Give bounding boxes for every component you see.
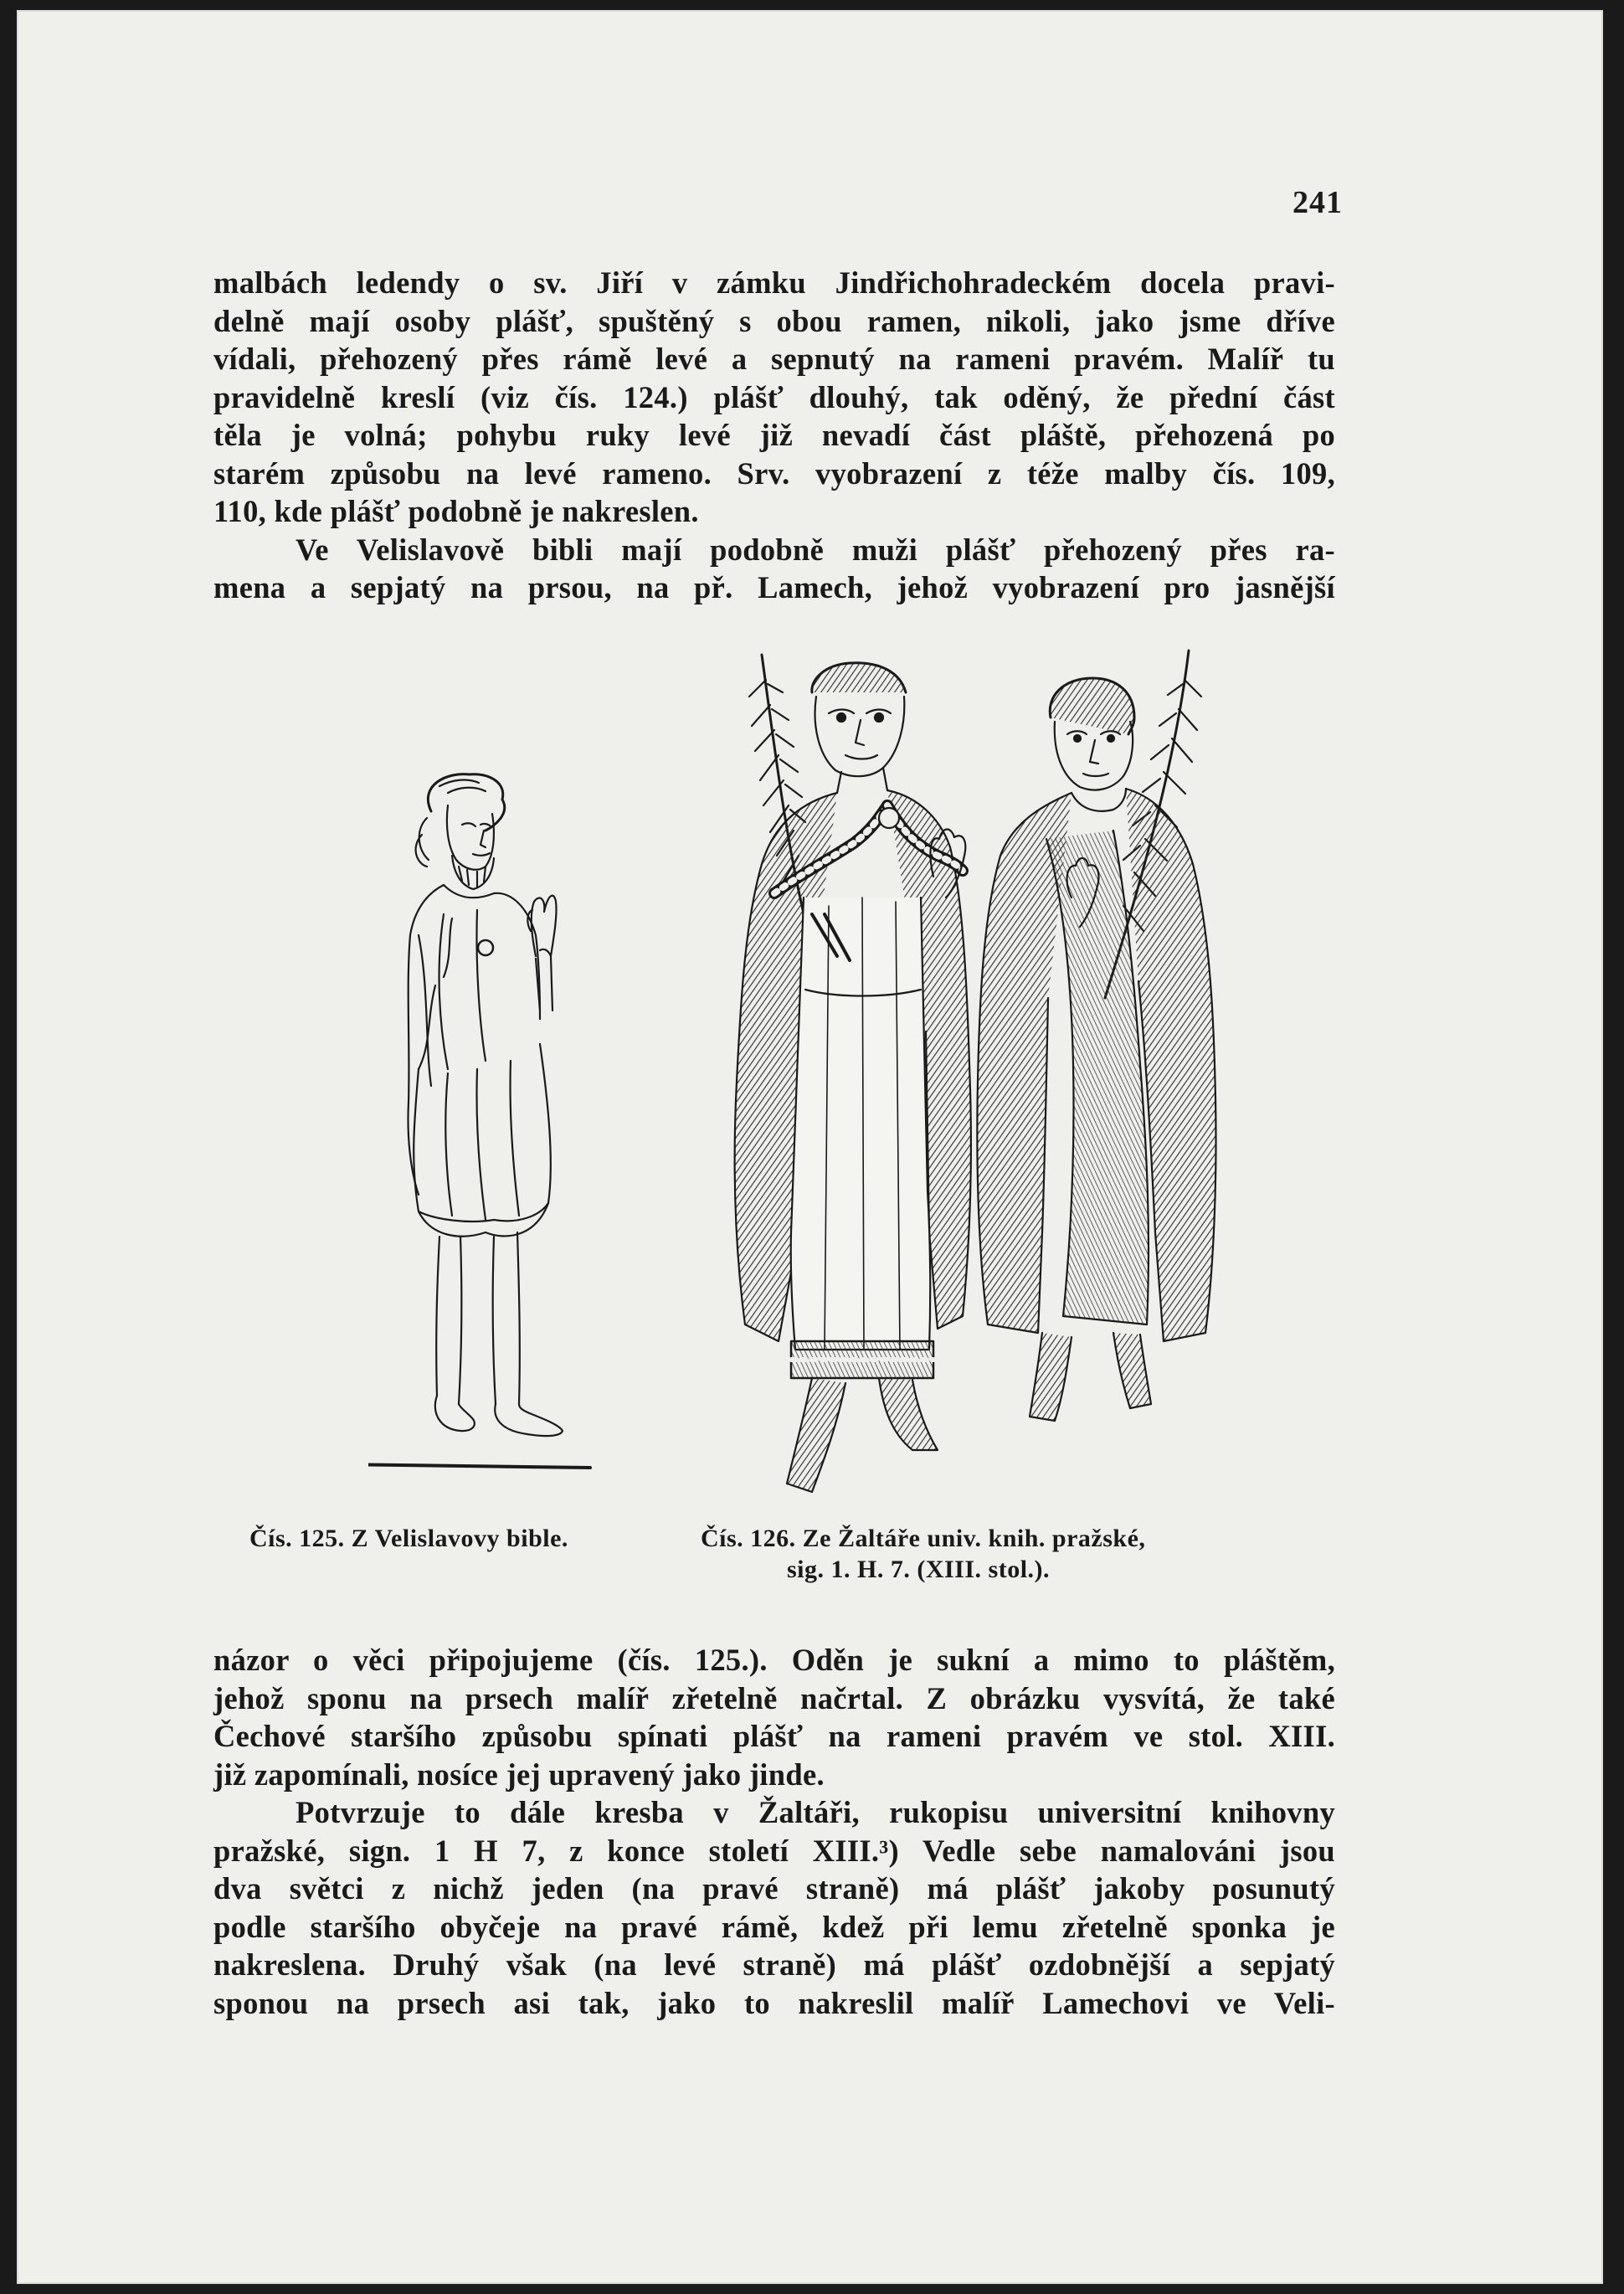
text-line: delně mají osoby plášť, spuštěný s obou ramen, nikoli, jako jsme dříve <box>213 303 1335 338</box>
text-line: těla je volná; pohybu ruky levé již nevadí část pláště, přehozená po <box>213 418 1335 452</box>
text-line: názor o věci připojujeme (čís. 125.). Oděn je sukní a mimo to pláštěm, <box>213 1643 1335 1677</box>
text-line: mena a sepjatý na prsou, na př. Lamech, jehož vyobrazení pro jasnější <box>213 570 1335 604</box>
text-line: Potvrzuje to dále kresba v Žaltáři, rukopisu universitní knihovny <box>296 1795 1335 1829</box>
figure-126-two-saints-drawing <box>712 646 1231 1517</box>
caption-figure-125: Čís. 125. Z Velislavovy bible. <box>249 1525 568 1552</box>
text-line: malbách ledendy o sv. Jiří v zámku Jindřichohradeckém docela pravi- <box>213 265 1335 300</box>
text-line: 110, kde plášť podobně je nakreslen. <box>213 494 699 528</box>
document-page <box>17 10 1603 2284</box>
paragraph-bottom <box>213 1641 1335 2022</box>
text-line: dva světci z nichž jeden (na pravé straně) má plášť jakoby posunutý <box>213 1871 1335 1906</box>
text-line: pražské, sign. 1 H 7, z konce století XIII.³) Vedle sebe namalováni jsou <box>213 1833 1335 1868</box>
text-line: sponou na prsech asi tak, jako to nakreslil malíř Lamechovi ve Veli- <box>213 1985 1335 2020</box>
text-line: nakreslena. Druhý však (na levé straně) má plášť ozdobnější a sepjatý <box>213 1947 1335 1982</box>
text-line: Ve Velislavově bibli mají podobně muži plášť přehozený přes ra- <box>296 532 1335 567</box>
page-number: 241 <box>1293 185 1343 220</box>
figure-125-lamech-drawing <box>368 768 619 1488</box>
text-line: již zapomínali, nosíce jej upravený jako jinde. <box>213 1757 825 1792</box>
paragraph-top <box>213 264 1335 607</box>
text-line: Čechové staršího způsobu spínati plášť na rameni pravém ve stol. XIII. <box>213 1719 1335 1753</box>
text-line: podle staršího obyčeje na pravé rámě, kdež při lemu zřetelně sponka je <box>213 1909 1335 1944</box>
caption-figure-126-line-1: Čís. 126. Ze Žaltáře univ. knih. pražské, <box>701 1525 1146 1552</box>
text-line: vídali, přehozený přes rámě levé a sepnutý na rameni pravém. Malíř tu <box>213 342 1335 376</box>
text-line: starém způsobu na levé rameno. Srv. vyobrazení z téže malby čís. 109, <box>213 455 1335 491</box>
text-line: pravidelně kreslí (viz čís. 124.) plášť dlouhý, tak oděný, že přední část <box>213 379 1335 414</box>
caption-figure-126-line-2: sig. 1. H. 7. (XIII. stol.). <box>787 1556 1051 1583</box>
text-line: jehož sponu na prsech malíř zřetelně načrtal. Z obrázku vysvítá, že také <box>213 1680 1335 1715</box>
